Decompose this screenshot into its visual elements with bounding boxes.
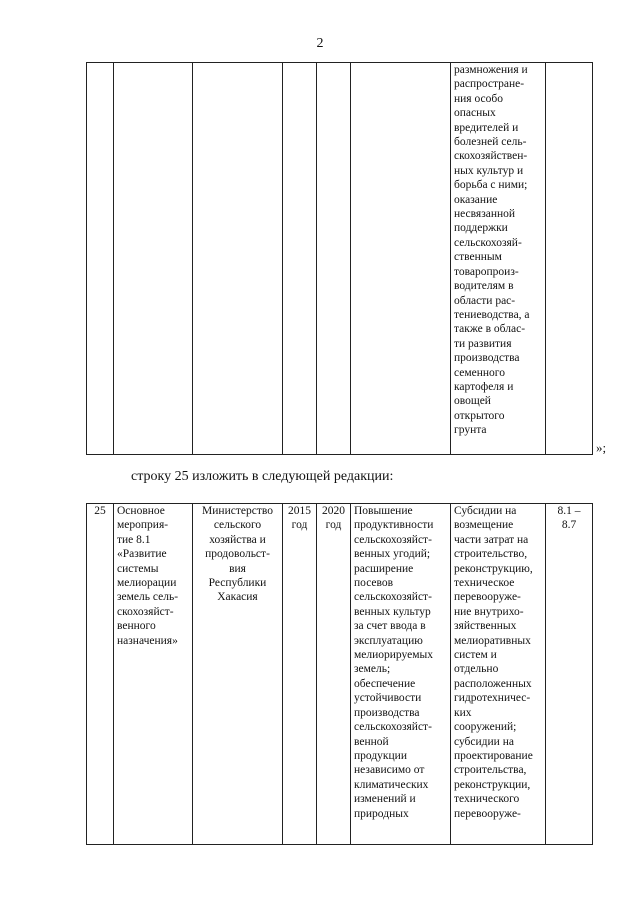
- cell-event: [114, 63, 193, 455]
- cell-result: Повышение продуктивности сельскохозяйст- венных угодий; расширение посевов сельскохозяйст- венных культур за счет ввода в эксплуатацию мелиорируемых земель; обеспечение устойчивости производства сельскохозяйст- венной продукции независимо от климатических изменений и природных: [351, 504, 451, 845]
- cell-event: Основное мероприя- тие 8.1 «Развитие системы мелиорации земель сель- скохозяйст- венного назначения»: [114, 504, 193, 845]
- cell-end-year: [317, 63, 351, 455]
- cell-result: [351, 63, 451, 455]
- table-row: [87, 504, 593, 845]
- cell-start-year: [283, 63, 317, 455]
- cell-directions: Субсидии на возмещение части затрат на строительство, реконструкцию, техническое перевооруже- ние внутрихо- зяйственных мелиоративных систем и отдельно расположенных гидротехничес- ких сооружений; субсидии на проектирование строительства, реконструкции, технического перевооруже-: [451, 504, 546, 845]
- row-25-table: [86, 503, 593, 845]
- cell-executor: Министерство сельского хозяйства и продовольст- вия Республики Хакасия: [193, 504, 283, 845]
- cell-indicators: [546, 63, 593, 455]
- cell-executor: [193, 63, 283, 455]
- page-number: 2: [316, 36, 324, 51]
- cell-number: [87, 63, 114, 455]
- table-row: [87, 63, 593, 455]
- closing-quote: »;: [596, 440, 607, 455]
- amendment-instruction: строку 25 изложить в следующей редакции:: [131, 469, 394, 484]
- continued-table: [86, 62, 593, 455]
- cell-indicators: 8.1 – 8.7: [546, 504, 593, 845]
- cell-start-year: 2015 год: [283, 504, 317, 845]
- cell-end-year: 2020 год: [317, 504, 351, 845]
- cell-number: 25: [87, 504, 114, 845]
- cell-directions: размножения и распростране- ния особо опасных вредителей и болезней сель- скохозяйствен- ных культур и борьба с ними; оказание несвязанной поддержки сельскохозяй- ственным товаропроиз- водителям в области рас- тениеводства, а также в облас- ти развития производства семенного картофеля и овощей открытого грунта: [451, 63, 546, 455]
